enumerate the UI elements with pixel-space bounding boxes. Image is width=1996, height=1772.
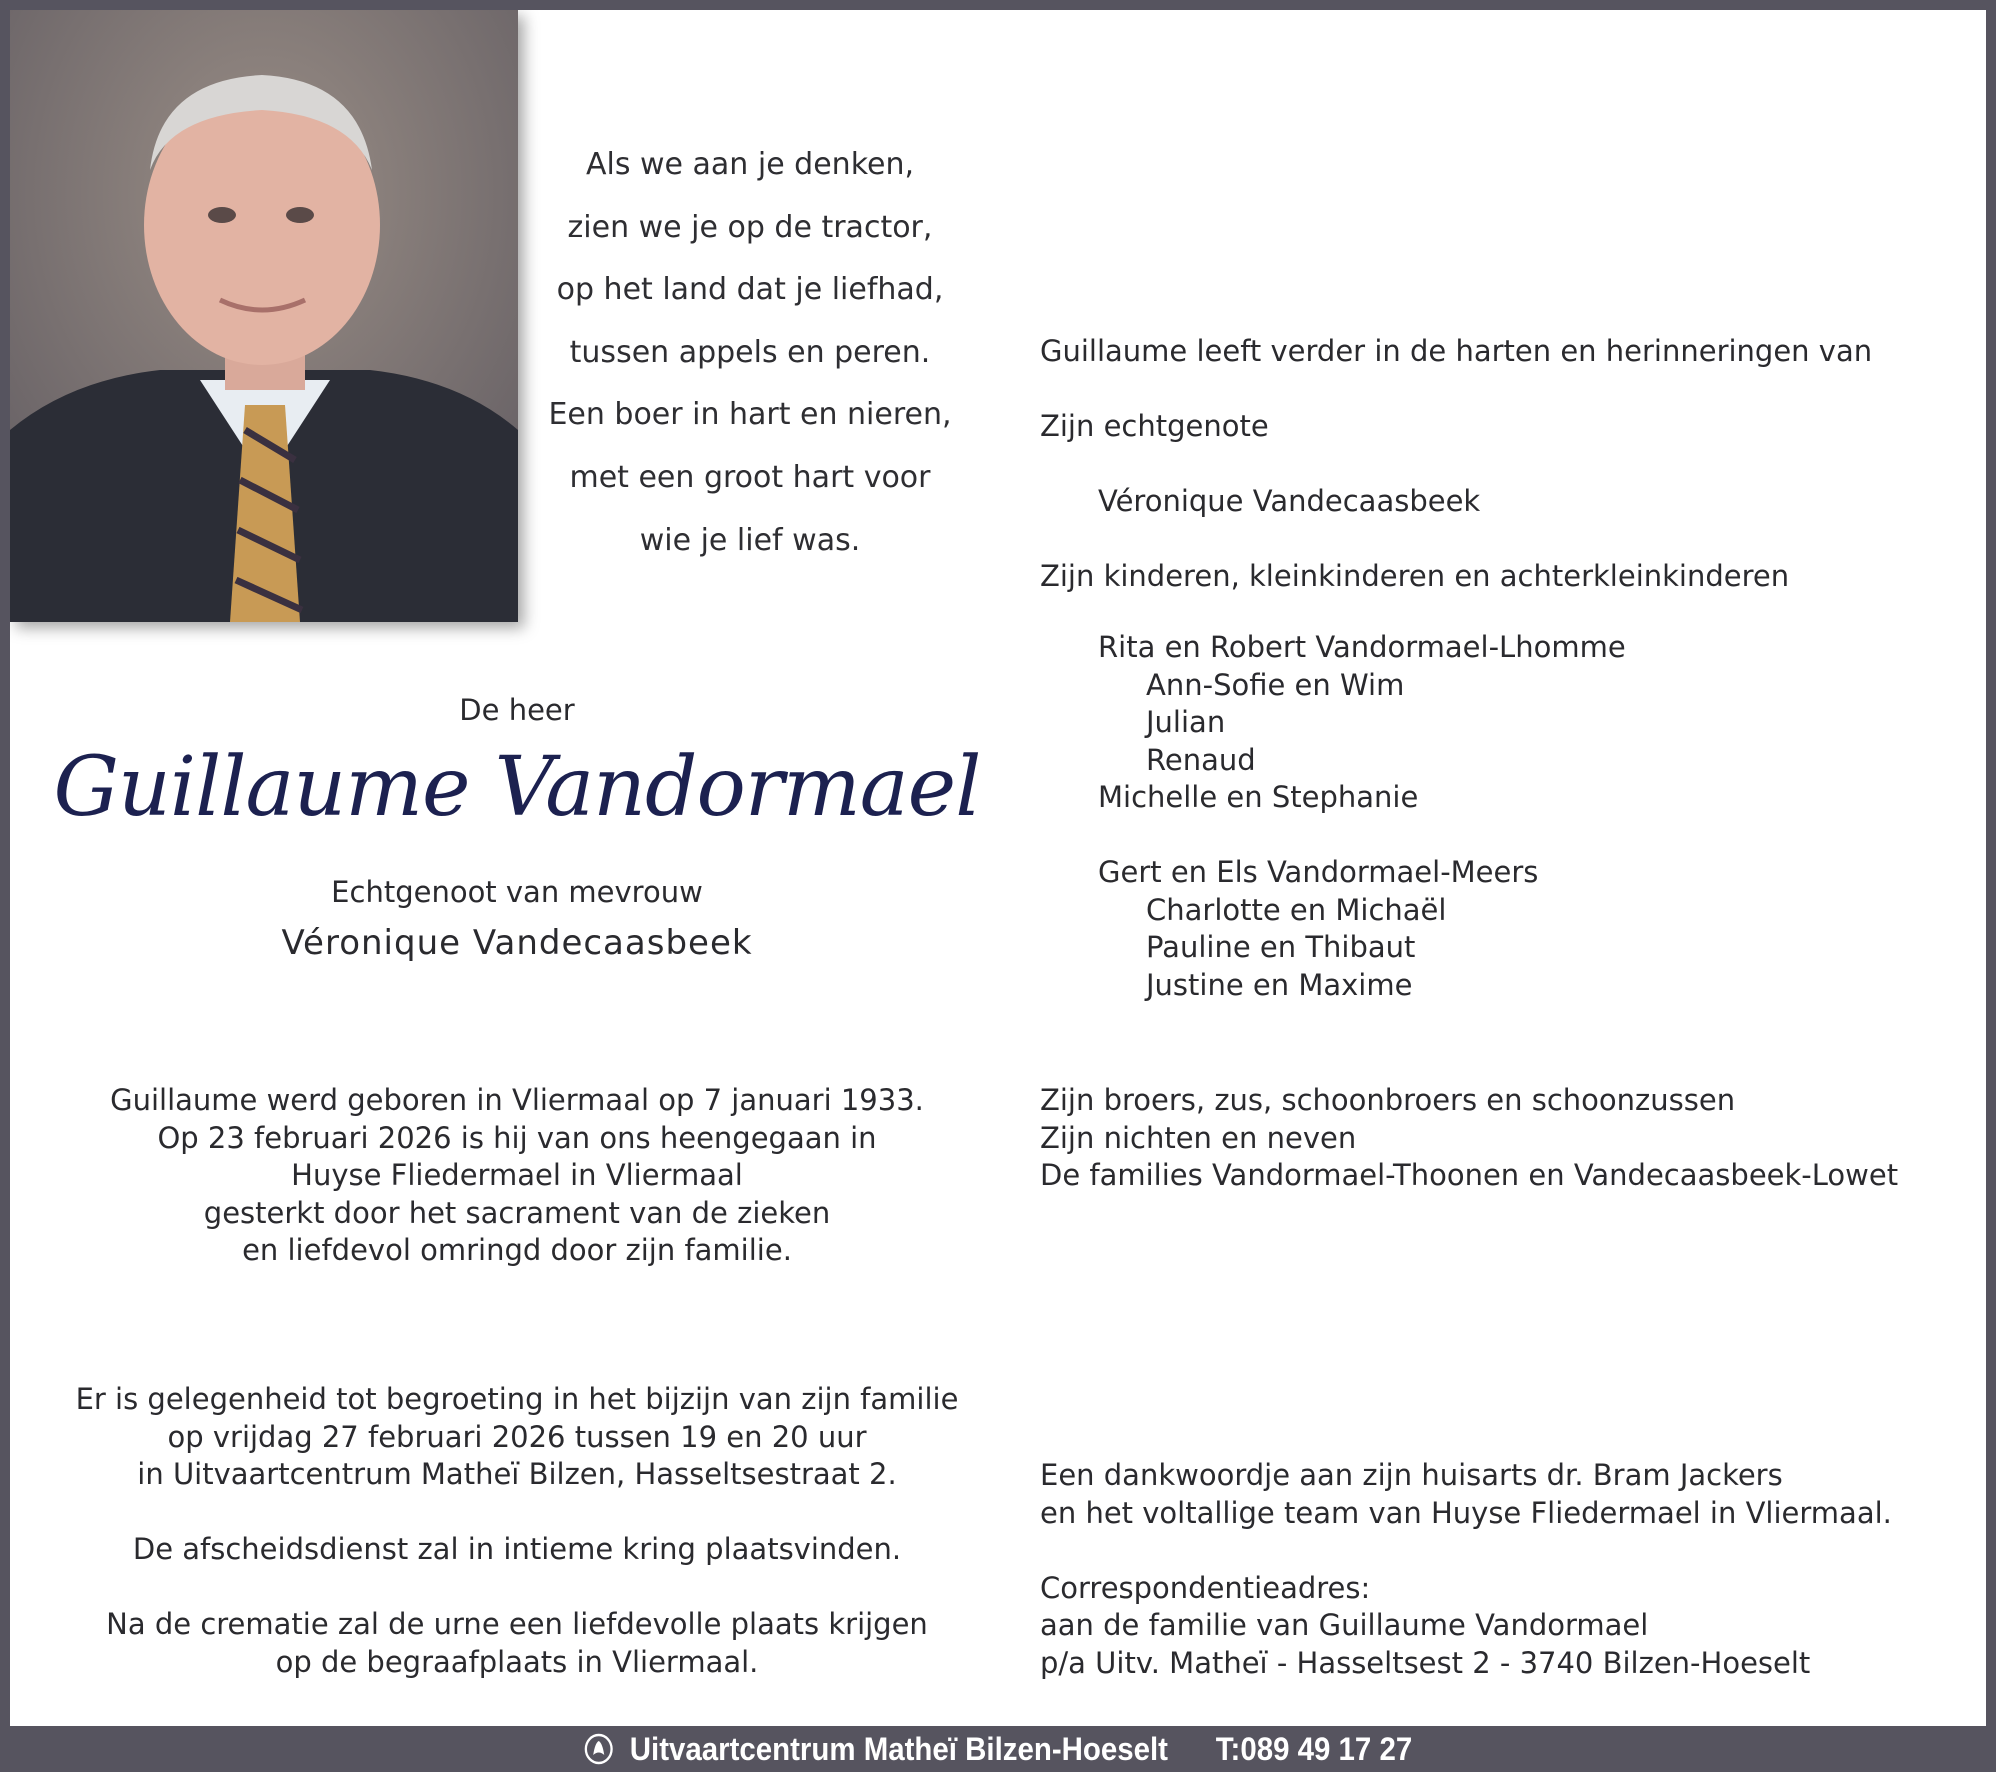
obituary-card bbox=[10, 10, 1986, 1726]
bio-line: Huyse Fliedermael in Vliermaal bbox=[291, 1158, 743, 1192]
visitation-line: Er is gelegenheid tot begroeting in het bijzijn van zijn familie bbox=[75, 1382, 959, 1416]
portrait-photo bbox=[10, 10, 518, 622]
family-parents: Gert en Els Vandormael-Meers bbox=[1098, 855, 1539, 889]
poem-line: met een groot hart voor bbox=[569, 459, 931, 495]
family-child: Ann-Sofie en Wim bbox=[1146, 667, 1405, 702]
survivors-spouse: Véronique Vandecaasbeek bbox=[1098, 484, 1481, 518]
poem-line: zien we je op de tractor, bbox=[567, 209, 933, 245]
address-line: aan de familie van Guillaume Vandormael bbox=[1040, 1608, 1649, 1642]
poem-line: wie je lief was. bbox=[639, 522, 861, 558]
family-child: Justine en Maxime bbox=[1146, 967, 1413, 1002]
bio-line: Guillaume werd geboren in Vliermaal op 7 januari 1933. bbox=[110, 1083, 924, 1117]
footer-bar bbox=[80, 1726, 1916, 1772]
footer-company: Uitvaartcentrum Matheï Bilzen-Hoeselt bbox=[629, 1730, 1168, 1767]
relatives-line: De families Vandormael-Thoonen en Vandecaasbeek-Lowet bbox=[1040, 1158, 1899, 1192]
address-line: p/a Uitv. Matheï - Hasseltsest 2 - 3740 Bilzen-Hoeselt bbox=[1040, 1645, 1811, 1680]
relatives bbox=[1040, 1082, 1898, 1195]
relatives-line: Zijn nichten en neven bbox=[1040, 1120, 1357, 1155]
deceased-name: Guillaume Vandormael bbox=[53, 740, 981, 835]
farewell-line: De afscheidsdienst zal in intieme kring plaatsvinden. bbox=[132, 1532, 902, 1566]
relatives-line: Zijn broers, zus, schoonbroers en schoonzussen bbox=[1040, 1083, 1736, 1117]
biography bbox=[10, 1082, 1024, 1270]
poem bbox=[525, 134, 975, 572]
poem-line: op het land dat je liefhad, bbox=[556, 272, 944, 308]
family-child: Charlotte en Michaël bbox=[1146, 892, 1447, 927]
survivors-spouse-label: Zijn echtgenote bbox=[1040, 409, 1269, 443]
cremation-line: Na de crematie zal de urne een liefdevolle plaats krijgen bbox=[106, 1607, 928, 1641]
family-child: Pauline en Thibaut bbox=[1146, 930, 1416, 964]
funeral-home-logo-icon bbox=[584, 1733, 613, 1765]
address-label: Correspondentieadres: bbox=[1040, 1570, 1371, 1605]
family-2 bbox=[1098, 854, 1538, 1004]
spouse-label: Echtgenoot van mevrouw bbox=[331, 875, 703, 909]
family-child: Renaud bbox=[1146, 742, 1256, 777]
cremation-line: op de begraafplaats in Vliermaal. bbox=[275, 1644, 759, 1679]
bio-line: gesterkt door het sacrament van de zieken bbox=[203, 1195, 831, 1230]
thanks-section bbox=[1040, 1457, 1892, 1682]
spouse-name: Véronique Vandecaasbeek bbox=[281, 923, 753, 963]
footer-phone: T:089 49 17 27 bbox=[1215, 1730, 1413, 1767]
poem-line: Een boer in hart en nieren, bbox=[548, 397, 952, 433]
poem-line: tussen appels en peren. bbox=[569, 334, 931, 370]
survivors-children-label: Zijn kinderen, kleinkinderen en achterkleinkinderen bbox=[1040, 559, 1790, 593]
survivors-intro: Guillaume leeft verder in de harten en herinneringen van bbox=[1040, 334, 1873, 368]
thanks-line: en het voltallige team van Huyse Fliedermael in Vliermaal. bbox=[1040, 1495, 1892, 1530]
family-child: Julian bbox=[1146, 705, 1226, 739]
visitation-line: op vrijdag 27 februari 2026 tussen 19 en 20 uur bbox=[167, 1419, 867, 1454]
thanks-line: Een dankwoordje aan zijn huisarts dr. Bram Jackers bbox=[1040, 1458, 1783, 1492]
family-1 bbox=[1098, 629, 1626, 817]
bio-line: Op 23 februari 2026 is hij van ons heengegaan in bbox=[157, 1120, 877, 1155]
poem-line: Als we aan je denken, bbox=[585, 147, 915, 182]
salutation: De heer bbox=[459, 693, 575, 727]
family-parents: Rita en Robert Vandormael-Lhomme bbox=[1098, 630, 1626, 664]
family-extra: Michelle en Stephanie bbox=[1098, 780, 1419, 814]
bio-line: en liefdevol omringd door zijn familie. bbox=[242, 1233, 792, 1267]
visitation-line: in Uitvaartcentrum Matheï Bilzen, Hasseltsestraat 2. bbox=[137, 1457, 897, 1491]
service-info bbox=[10, 1381, 1024, 1681]
